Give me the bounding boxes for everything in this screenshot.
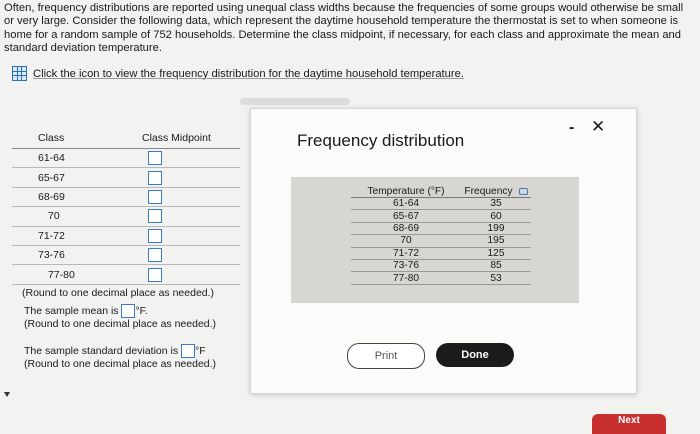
sd-prefix: The sample standard deviation is <box>24 344 179 357</box>
class-label: 73-76 <box>38 249 65 262</box>
class-label: 61-64 <box>38 152 65 165</box>
table-header <box>12 128 240 149</box>
temp-cell: 73-76 <box>392 260 420 272</box>
table-row <box>12 265 240 284</box>
header-frequency <box>461 186 531 197</box>
freq-cell: 85 <box>490 260 502 272</box>
table-row <box>12 207 240 226</box>
table-row <box>12 168 240 187</box>
problem-statement <box>4 2 694 56</box>
frequency-panel <box>291 177 579 303</box>
print-button[interactable]: Print <box>347 343 425 369</box>
mean-unit: °F. <box>135 304 148 317</box>
class-label: 65-67 <box>38 171 65 184</box>
table-row <box>351 198 531 210</box>
table-row <box>351 272 531 284</box>
header-midpoint: Class Midpoint <box>142 132 211 144</box>
midpoint-input[interactable] <box>148 229 162 243</box>
midpoint-input[interactable] <box>148 268 162 282</box>
table-row <box>351 260 531 272</box>
temp-cell: 70 <box>400 235 412 247</box>
frequency-distribution-dialog <box>250 108 637 394</box>
sd-unit: °F <box>195 344 206 357</box>
frequency-header <box>351 183 531 198</box>
table-row <box>12 149 240 168</box>
mean-note: (Round to one decimal place as needed.) <box>24 318 217 330</box>
table-row <box>351 248 531 260</box>
header-class: Class <box>38 132 65 144</box>
frequency-link[interactable] <box>12 66 464 81</box>
freq-cell: 199 <box>487 222 505 234</box>
mean-question <box>24 304 216 331</box>
table-row <box>351 210 531 222</box>
midpoint-input[interactable] <box>148 151 162 165</box>
freq-cell: 125 <box>487 247 505 259</box>
table-row <box>351 235 531 247</box>
table-row <box>351 223 531 235</box>
frequency-table <box>351 183 531 285</box>
header-frequency-label: Frequency <box>464 186 513 197</box>
class-label: 70 <box>48 210 60 223</box>
temp-cell: 77-80 <box>392 272 420 284</box>
class-label: 71-72 <box>38 229 65 242</box>
midpoint-input[interactable] <box>148 190 162 204</box>
sd-input[interactable] <box>181 344 195 358</box>
freq-cell: 35 <box>490 198 502 210</box>
temp-cell: 68-69 <box>392 222 420 234</box>
table-row <box>12 227 240 246</box>
header-temperature: Temperature (°F) <box>367 186 445 197</box>
class-label: 77-80 <box>48 268 75 281</box>
mean-prefix: The sample mean is <box>24 304 119 317</box>
mean-input[interactable] <box>121 304 135 318</box>
dialog-title: Frequency distribution <box>297 131 465 150</box>
rounding-note: (Round to one decimal place as needed.) <box>22 286 215 299</box>
minimize-icon[interactable]: - <box>569 119 575 136</box>
table-grid-icon[interactable] <box>12 66 27 81</box>
midpoint-input[interactable] <box>148 209 162 223</box>
temp-cell: 65-67 <box>392 210 420 222</box>
temp-cell: 61-64 <box>392 198 420 210</box>
class-midpoint-table <box>12 128 240 299</box>
midpoint-input[interactable] <box>148 171 162 185</box>
sd-question <box>24 344 216 371</box>
copy-icon[interactable] <box>519 188 528 195</box>
class-label: 68-69 <box>38 190 65 203</box>
problem-text: Often, frequency distributions are reported using unequal class widths because the frequencies of some groups would otherwise be small or very large. Consider the following data, which represent the daytime household temperature the thermostat is set to when someone is home for a random sample of 752 households. Determine the class midpoint, if necessary, for each class and approximate the mean and standard deviation temperature. <box>4 2 684 55</box>
scroll-arrow-icon[interactable] <box>4 392 10 397</box>
section-divider[interactable] <box>240 98 350 105</box>
temp-cell: 71-72 <box>392 247 420 259</box>
table-row <box>12 188 240 207</box>
table-row <box>12 246 240 265</box>
close-icon[interactable]: ✕ <box>591 117 606 136</box>
frequency-link-text[interactable]: Click the icon to view the frequency distribution for the daytime household temperature. <box>33 67 464 80</box>
done-button[interactable]: Done <box>436 343 514 367</box>
midpoint-input[interactable] <box>148 248 162 262</box>
freq-cell: 53 <box>490 272 502 284</box>
next-button[interactable]: Next <box>592 414 666 434</box>
freq-cell: 195 <box>487 235 505 247</box>
sd-note: (Round to one decimal place as needed.) <box>24 358 217 370</box>
freq-cell: 60 <box>490 210 502 222</box>
